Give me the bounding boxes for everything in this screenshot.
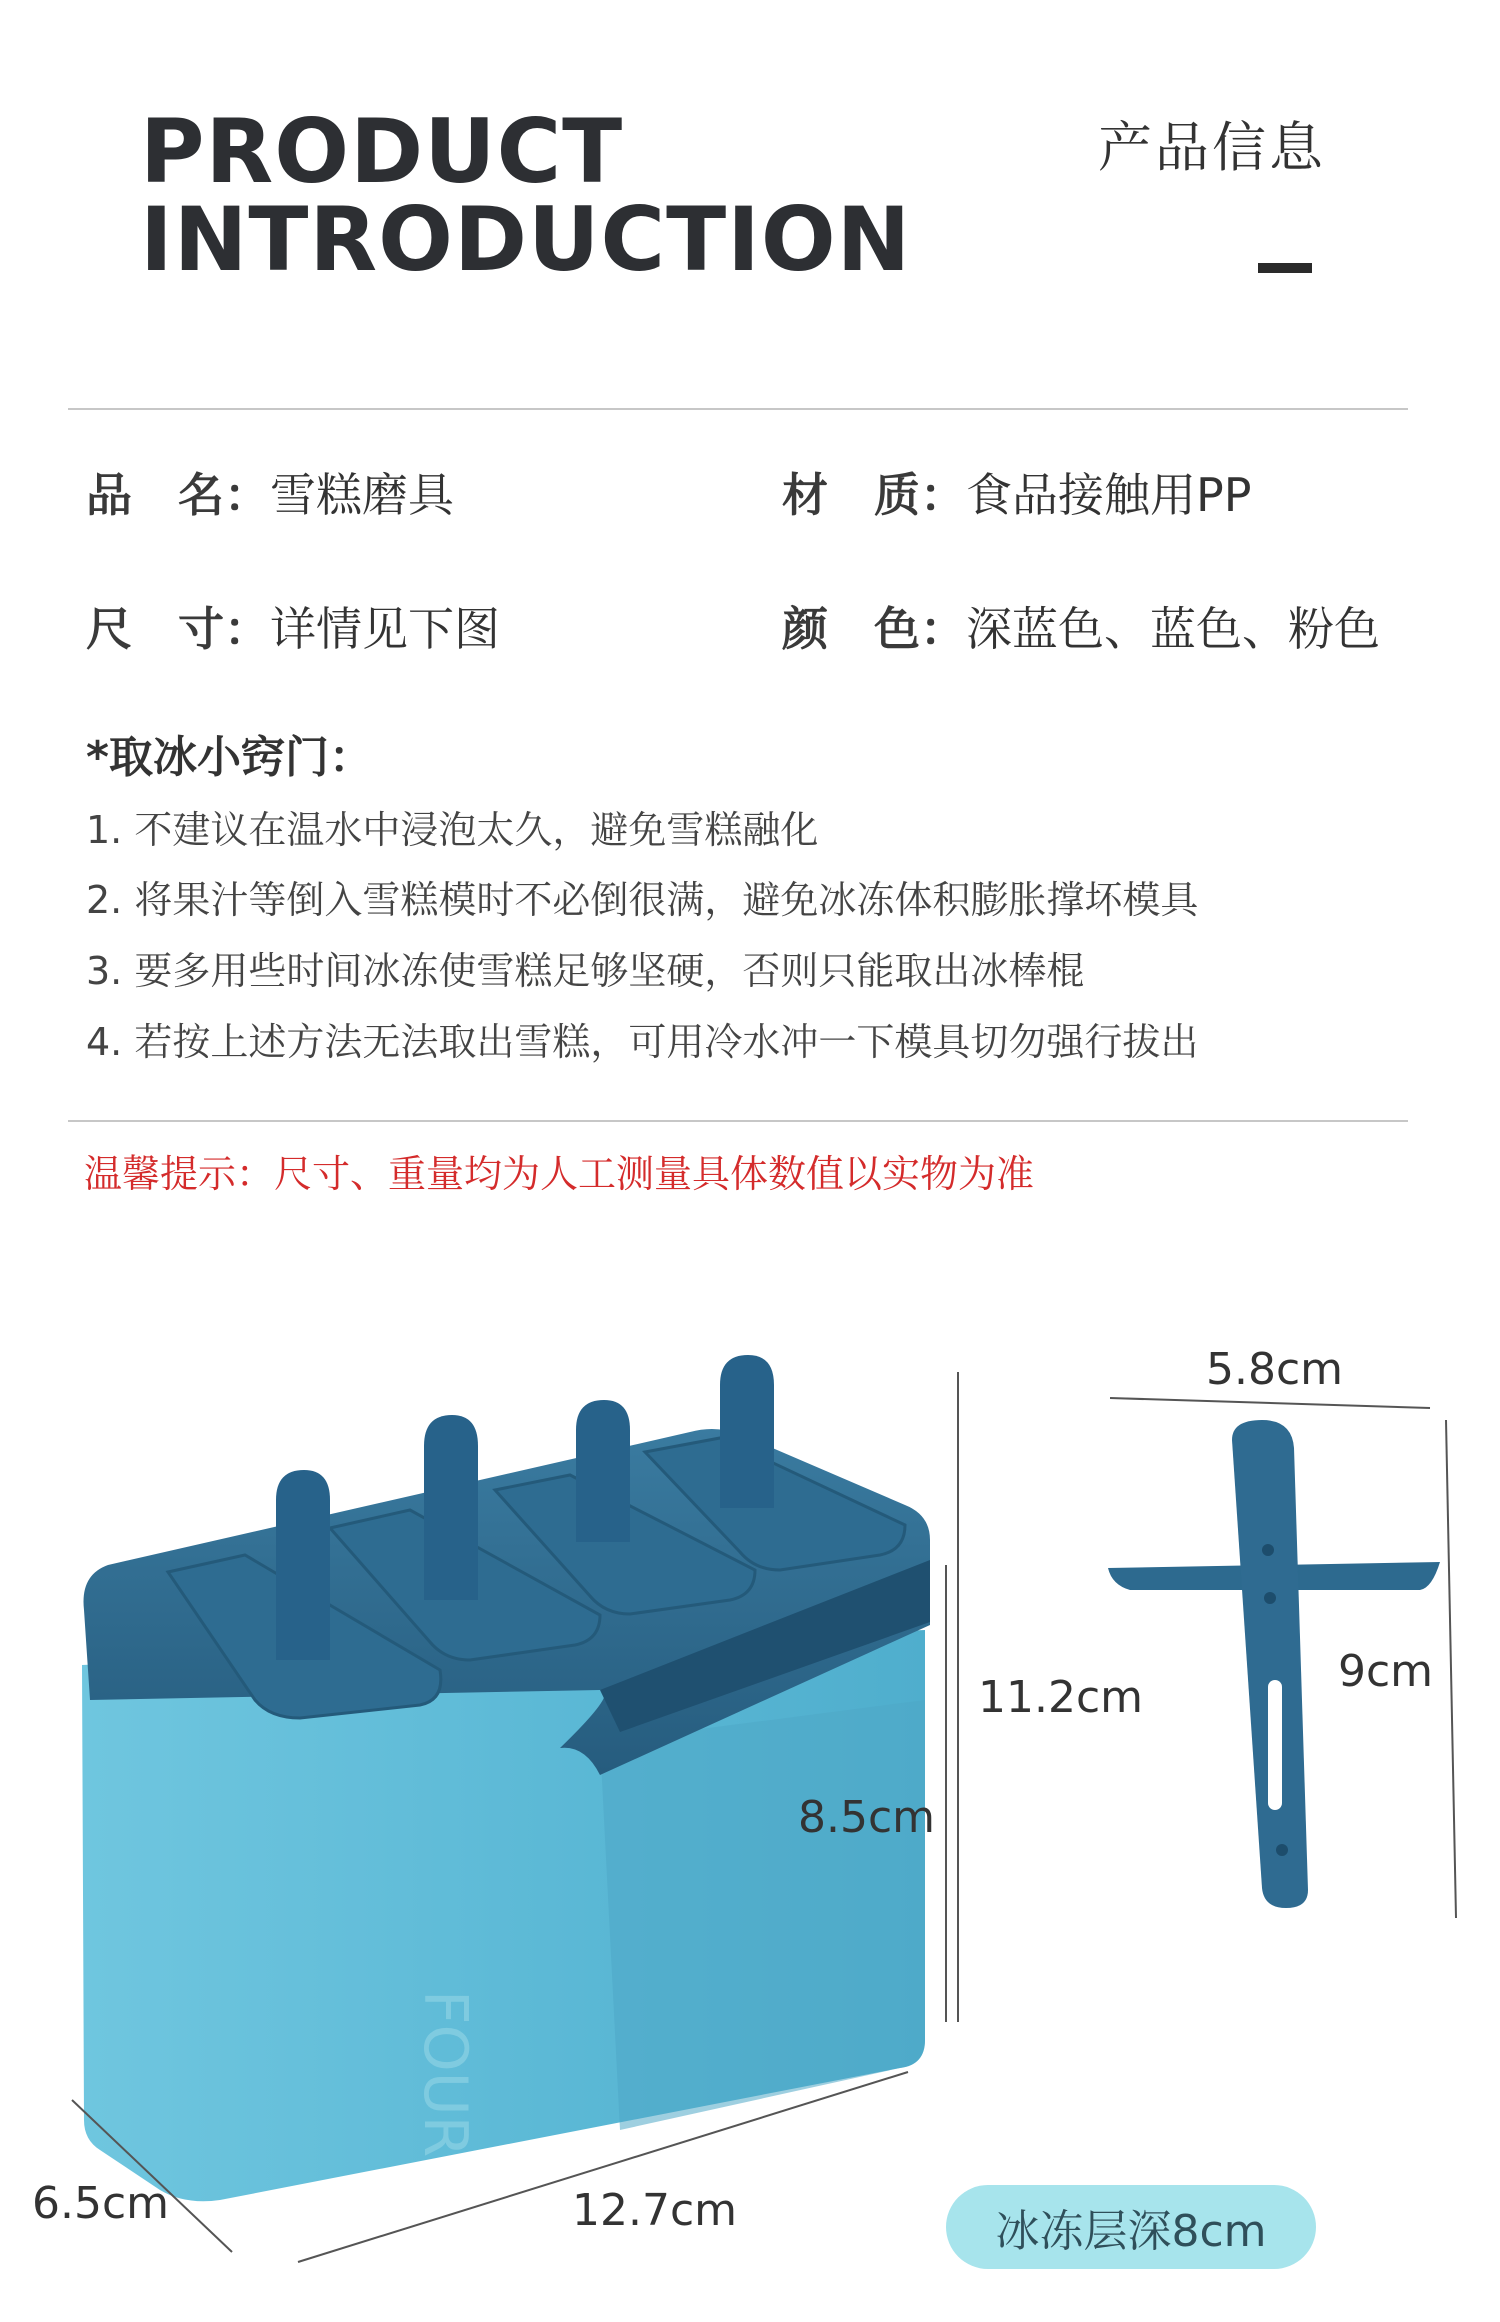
- dim-length: 12.7cm: [572, 2185, 738, 2236]
- title-dash-divider: [1258, 263, 1312, 273]
- spec-size: [86, 604, 500, 654]
- spec-color-value: 深蓝色、蓝色、粉色: [966, 602, 1380, 656]
- dim-box-height: 8.5cm: [798, 1792, 936, 1843]
- spec-name: [86, 470, 454, 520]
- tip-item-1: 1. 不建议在温水中浸泡太久，避免雪糕融化: [86, 808, 819, 852]
- top-divider: [68, 408, 1408, 410]
- warm-note: 温馨提示：尺寸、重量均为人工测量具体数值以实物为准: [84, 1152, 1035, 1196]
- tip-item-3: 3. 要多用些时间冰冻使雪糕足够坚硬，否则只能取出冰棒棍: [86, 949, 1085, 993]
- product-illustration: [0, 1300, 1500, 2322]
- spec-material-label: 材 质：: [782, 468, 966, 522]
- spec-color-label: 颜 色：: [782, 602, 966, 656]
- mold-box: [82, 1630, 925, 2201]
- spec-color: [782, 604, 1380, 654]
- dim-depth: 6.5cm: [32, 2178, 170, 2229]
- spec-name-value: 雪糕磨具: [270, 468, 454, 522]
- spec-material: [782, 470, 1251, 520]
- title-line-introduction: INTRODUCTION: [140, 188, 912, 291]
- title-line-product: PRODUCT: [140, 100, 624, 203]
- spec-size-value: 详情见下图: [270, 602, 500, 656]
- spec-size-label: 尺 寸：: [86, 602, 270, 656]
- tips-heading: *取冰小窍门：: [86, 732, 374, 783]
- dim-total-height: 11.2cm: [978, 1672, 1144, 1723]
- tip-item-4: 4. 若按上述方法无法取出雪糕，可用冷水冲一下模具切勿强行拔出: [86, 1020, 1199, 1064]
- page-title-cn: 产品信息: [1098, 116, 1326, 179]
- bottom-divider: [68, 1120, 1408, 1122]
- dim-stick-length: 9cm: [1338, 1646, 1434, 1697]
- dim-stick-width: 5.8cm: [1206, 1344, 1344, 1395]
- frozen-depth-badge: 冰冻层深8cm: [946, 2185, 1316, 2269]
- tip-item-2: 2. 将果汁等倒入雪糕模时不必倒很满，避免冰冻体积膨胀撑坏模具: [86, 878, 1199, 922]
- spec-material-value: 食品接触用PP: [966, 468, 1252, 522]
- page-title-en: [140, 100, 912, 291]
- spec-name-label: 品 名：: [86, 468, 270, 522]
- emboss-text: FOUR: [410, 1990, 480, 2158]
